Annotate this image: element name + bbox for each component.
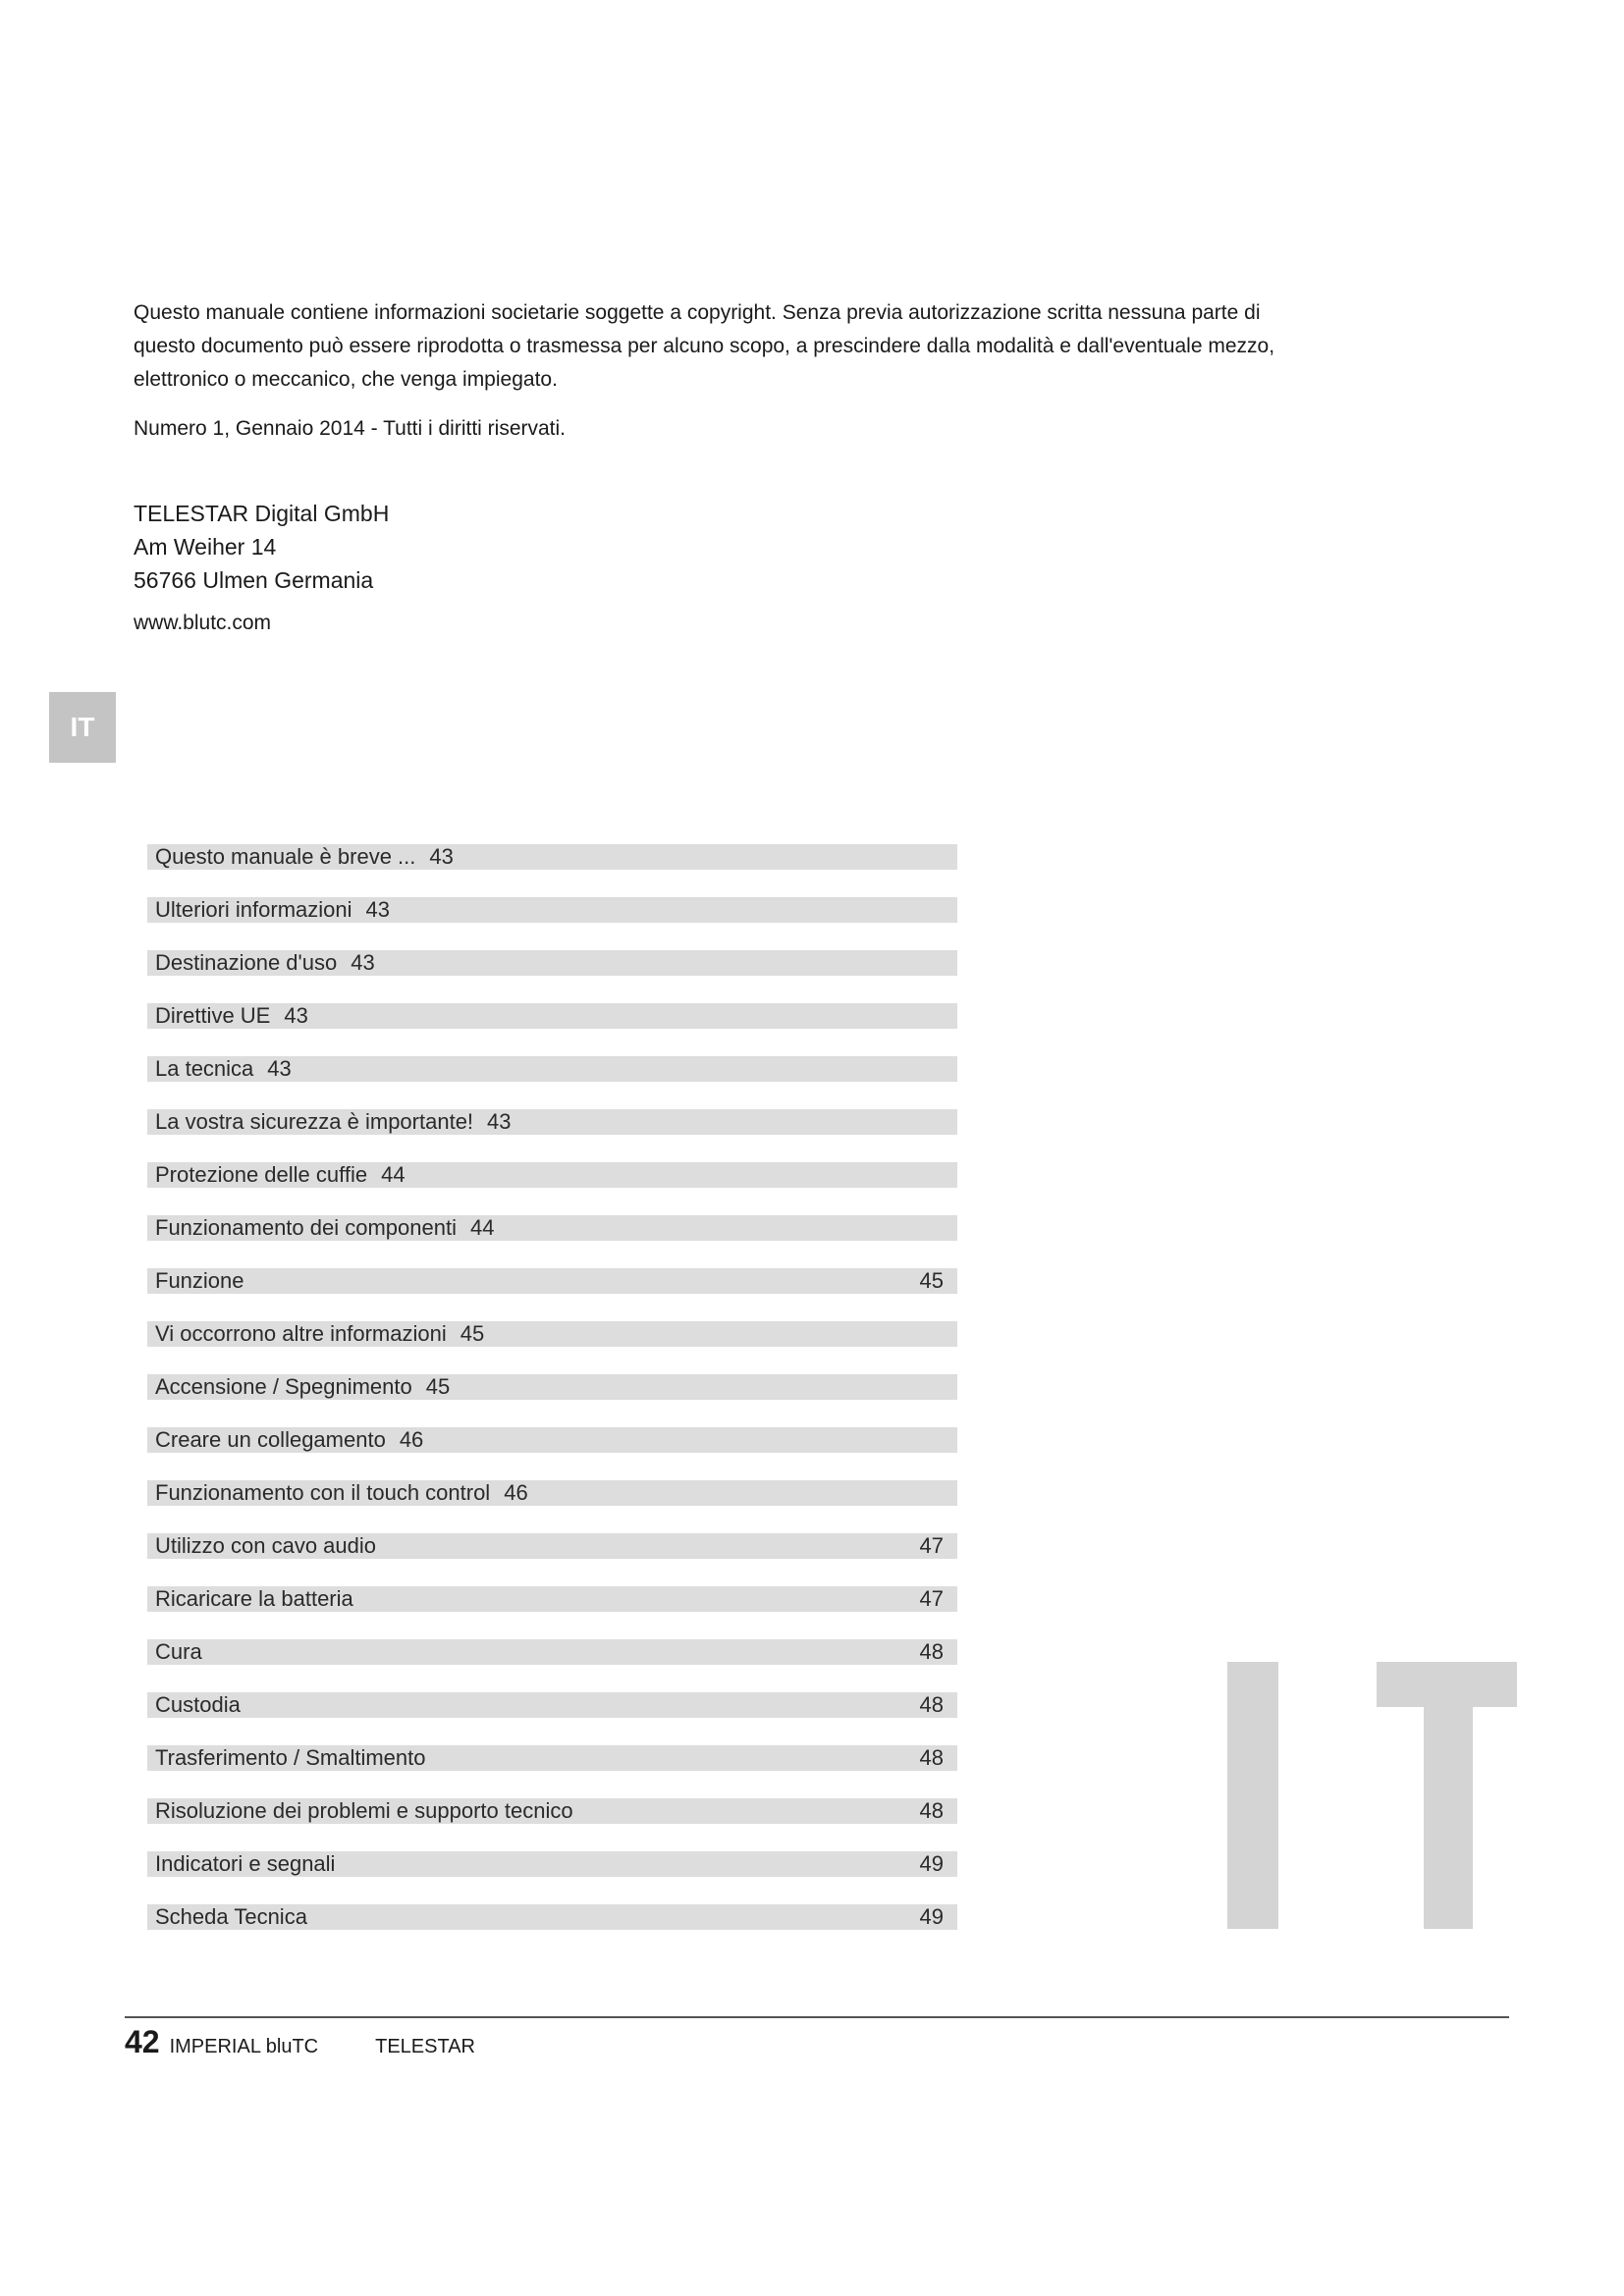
company-city: 56766 Ulmen Germania [134,567,374,593]
toc-entry[interactable] [147,1533,957,1559]
toc-entry[interactable] [147,1480,957,1506]
toc-entry-page: 48 [919,1798,944,1823]
toc-entry-title: Scheda Tecnica [155,1904,307,1929]
toc-entry[interactable] [147,1851,957,1877]
toc-entry-title: Utilizzo con cavo audio [155,1533,377,1558]
toc-entry-title: Funzionamento dei componenti [155,1215,457,1240]
toc-entry-title: Trasferimento / Smaltimento [155,1745,426,1770]
toc-entry-title: Risoluzione dei problemi e supporto tecnico [155,1798,573,1823]
toc-entry-title: Questo manuale è breve ... [155,844,416,869]
toc-entry[interactable] [147,1215,957,1241]
toc-entry-page: 44 [381,1162,406,1187]
toc-entry[interactable] [147,1374,957,1400]
toc-entry-page: 44 [469,1215,495,1240]
toc-entry-page: 43 [351,950,375,975]
toc-entry[interactable] [147,1692,957,1718]
toc-entry-page: 45 [460,1321,485,1346]
toc-entry-title: Destinazione d'uso [155,950,338,975]
toc-entry-title: Ricaricare la batteria [155,1586,353,1611]
toc-entry[interactable] [147,1056,957,1082]
toc-entry-page: 47 [919,1586,944,1611]
toc-entry-page: 47 [919,1533,944,1558]
toc-entry-title: Creare un collegamento [155,1427,386,1452]
toc-entry-page: 46 [504,1480,528,1505]
toc-entry-title: Protezione delle cuffie [155,1162,368,1187]
toc-entry[interactable] [147,1268,957,1294]
issue-notice: Numero 1, Gennaio 2014 - Tutti i diritti riservati. [134,417,567,440]
toc-entry[interactable] [147,1321,957,1347]
toc-entry[interactable] [147,1904,957,1930]
toc-entry[interactable] [147,1639,957,1665]
toc-entry-title: Direttive UE [155,1003,271,1028]
toc-entry-page: 43 [429,844,454,869]
language-tab: IT [49,692,116,763]
toc-entry-page: 48 [919,1745,944,1770]
product-name: IMPERIAL bluTC [169,2036,319,2057]
table-of-contents [147,844,957,1957]
toc-entry[interactable] [147,897,957,923]
toc-entry-title: Accensione / Spegnimento [155,1374,412,1399]
toc-entry[interactable] [147,1745,957,1771]
toc-entry-page: 49 [919,1904,944,1929]
company-address [134,497,389,597]
toc-entry-page: 49 [919,1851,944,1876]
toc-entry[interactable] [147,1427,957,1453]
toc-entry-page: 45 [425,1374,451,1399]
toc-entry-page: 43 [365,897,390,922]
big-letter-i [1227,1662,1278,1929]
toc-entry[interactable] [147,950,957,976]
toc-entry[interactable] [147,1109,957,1135]
toc-entry[interactable] [147,1586,957,1612]
copyright-notice: Questo manuale contiene informazioni societarie soggette a copyright. Senza previa autorizzazione scritta nessuna parte di questo documento può essere riprodotta o trasmessa per alcuno scopo, a prescindere dalla modalità e dall'eventuale mezzo, elettronico o meccanico, che venga impiegato. [134,301,1275,391]
toc-entry[interactable] [147,1798,957,1824]
footer-divider [125,2016,1509,2018]
toc-entry-page: 43 [284,1003,308,1028]
toc-entry-title: Ulteriori informazioni [155,897,352,922]
toc-entry-title: La vostra sicurezza è importante! [155,1109,474,1134]
toc-entry-page: 48 [919,1639,944,1664]
toc-entry-title: Funzionamento con il touch control [155,1480,491,1505]
big-letter-t-stem [1424,1662,1473,1929]
toc-entry-title: Vi occorrono altre informazioni [155,1321,447,1346]
company-street: Am Weiher 14 [134,534,277,560]
brand-name: TELESTAR [375,2036,475,2057]
toc-entry-title: Funzione [155,1268,244,1293]
toc-entry[interactable] [147,1162,957,1188]
toc-entry-page: 43 [267,1056,292,1081]
page-number: 42 [125,2024,160,2059]
company-name: TELESTAR Digital GmbH [134,501,390,526]
toc-entry[interactable] [147,1003,957,1029]
page-footer [125,2024,475,2063]
toc-entry-title: La tecnica [155,1056,254,1081]
big-language-letters [1227,1662,1517,1929]
toc-entry-page: 48 [919,1692,944,1717]
website-link[interactable]: www.blutc.com [134,612,272,634]
toc-entry-page: 45 [919,1268,944,1293]
toc-entry-title: Custodia [155,1692,241,1717]
toc-entry-page: 46 [399,1427,424,1452]
toc-entry-title: Cura [155,1639,202,1664]
toc-entry-title: Indicatori e segnali [155,1851,336,1876]
toc-entry-page: 43 [487,1109,512,1134]
toc-entry[interactable] [147,844,957,870]
